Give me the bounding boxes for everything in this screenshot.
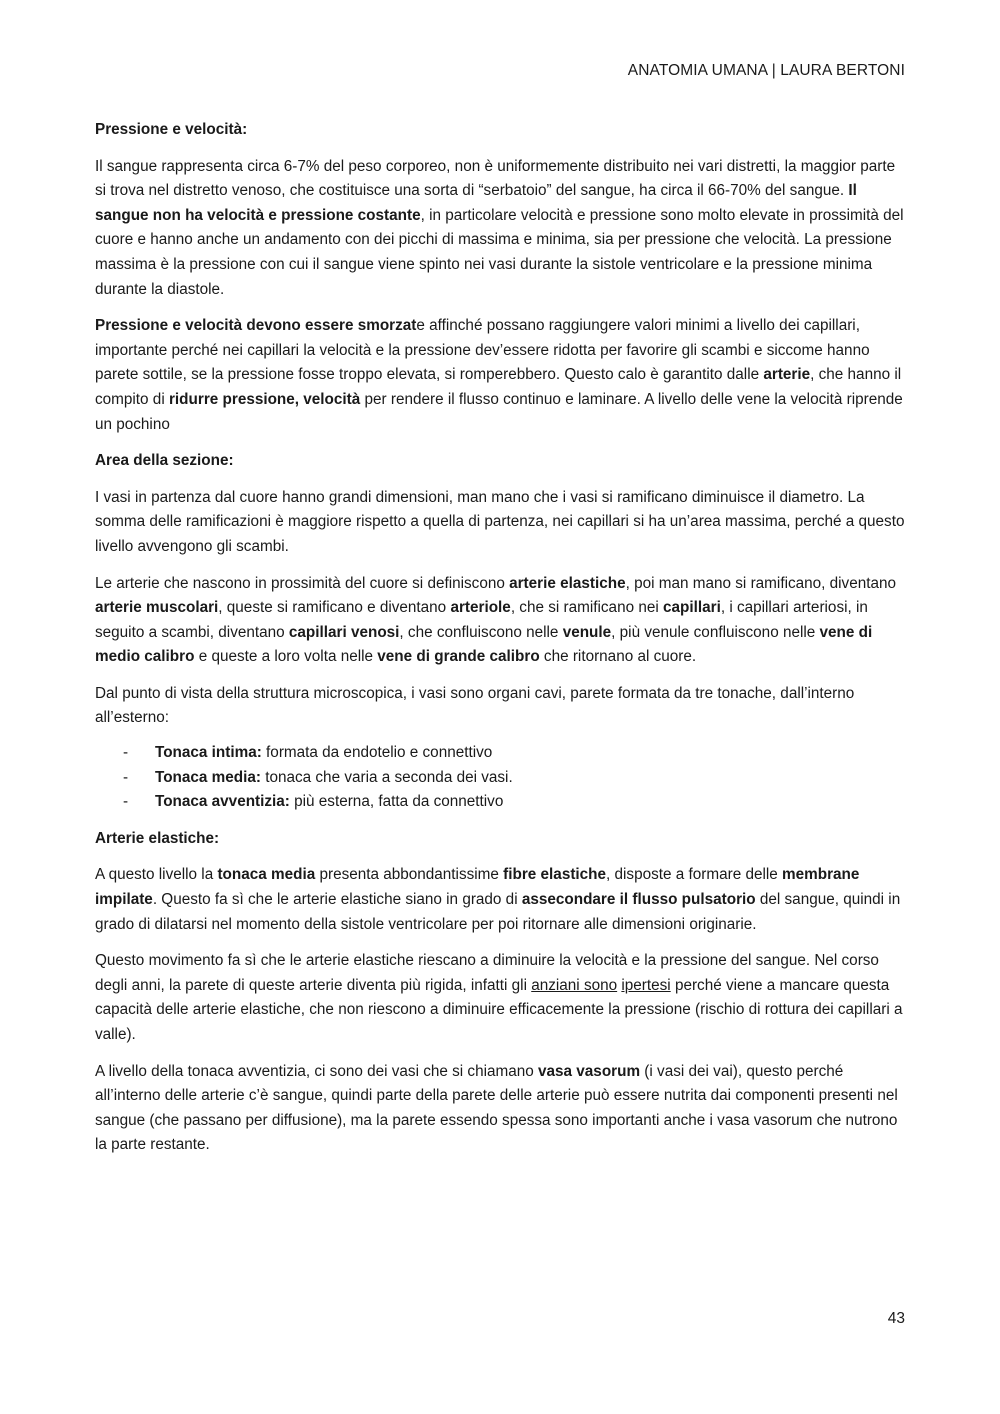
text-run: per rendere il flusso continuo e laminare. A livello delle vene la velocità riprende un pochino bbox=[95, 390, 903, 433]
text-run: , più venule confluiscono nelle bbox=[611, 623, 820, 641]
bold-text: venule bbox=[562, 623, 612, 641]
list-item bbox=[95, 766, 907, 791]
bold-text: fibre elastiche bbox=[503, 866, 607, 884]
text-run: Le arterie che nascono in prossimità del cuore si definiscono bbox=[95, 574, 510, 592]
bold-text: Il sangue non ha velocità e pressione costante bbox=[95, 182, 857, 224]
paragraph bbox=[95, 949, 907, 1047]
list-dash: - bbox=[123, 744, 129, 762]
text-run: A questo livello la bbox=[95, 866, 218, 884]
section-heading-area: Area della sezione: bbox=[95, 452, 234, 470]
paragraph bbox=[95, 155, 907, 303]
page-header: ANATOMIA UMANA | LAURA BERTONI bbox=[627, 62, 905, 79]
bold-text: capillari venosi bbox=[288, 623, 400, 641]
list-item bbox=[95, 741, 907, 766]
text-run: A livello della tonaca avventizia, ci sono dei vasi che si chiamano bbox=[95, 1062, 539, 1080]
text-run: (i vasi dei vai), questo perché all’interno delle arterie c’è sangue, quindi parte della parete delle arterie può essere nutrita dai componenti presenti nel sangue (che passano per diffusione), ma la parete essendo spessa sono importanti anche i vasa vasorum che nutrono la parte restante. bbox=[95, 1062, 898, 1154]
bold-text: arterie bbox=[763, 366, 811, 384]
bold-text: arterie muscolari bbox=[95, 599, 219, 617]
list-item bbox=[95, 790, 907, 815]
text-run: Questo movimento fa sì che le arterie elastiche riescano a diminuire la velocità e la pressione del sangue. Nel corso degli anni, la parete di queste arterie diventa più rigida, infatti gli bbox=[95, 952, 879, 994]
text-run: perché viene a mancare questa capacità delle arterie elastiche, che non riescono a diminuire efficacemente la pressione (rischio di rottura dei capillari a valle). bbox=[95, 976, 903, 1043]
text-run: , disposte a formare delle bbox=[606, 866, 783, 884]
list-dash: - bbox=[123, 793, 129, 811]
bold-text: vene di grande calibro bbox=[377, 648, 540, 666]
underlined-text: ipertesi bbox=[621, 976, 671, 994]
text-run: , in particolare velocità e pressione sono molto elevate in prossimità del cuore e hanno anche un andamento con dei picchi di massima e minima, sia per pressione che velocità. La pressione massima è la pressione con cui il sangue viene spinto nei vasi durante la sistole ventricolare e la pressione minima durante la diastole. bbox=[95, 206, 904, 298]
tonache-list bbox=[95, 741, 907, 815]
bold-text: arteriole bbox=[450, 599, 511, 617]
list-desc: tonaca che varia a seconda dei vasi. bbox=[260, 768, 513, 786]
text-run: , che hanno il compito di bbox=[95, 366, 902, 408]
bold-text: tonaca media bbox=[217, 866, 316, 884]
bold-text: vene di medio calibro bbox=[95, 623, 873, 666]
text-run: Il sangue rappresenta circa 6-7% del peso corporeo, non è uniformemente distribuito nei vari distretti, la maggior parte si trova nel distretto venoso, che costituisce una sorta di “serbatoio” del sangue, ha circa il 66-70% del sangue. bbox=[95, 157, 896, 200]
text-run: , che si ramificano nei bbox=[510, 599, 663, 617]
section-heading-pressione: Pressione e velocità: bbox=[95, 121, 248, 138]
text-run: del sangue, quindi in grado di dilatarsi nel momento della sistole ventricolare per poi ritornare alle dimensioni originarie. bbox=[95, 891, 901, 933]
bold-text: arterie elastiche bbox=[509, 574, 626, 592]
paragraph: I vasi in partenza dal cuore hanno grandi dimensioni, man mano che i vasi si ramificano diminuisce il diametro. La somma delle ramificazioni è maggiore rispetto a quella di partenza, nei capillari si ha un’area massima, perché a questo livello avvengono gli scambi. bbox=[95, 488, 905, 555]
paragraph bbox=[95, 314, 907, 437]
paragraph bbox=[95, 1060, 907, 1158]
text-run: , poi man mano si ramificano, diventano bbox=[625, 574, 896, 592]
list-term: Tonaca media: bbox=[155, 768, 261, 786]
text-run: e queste a loro volta nelle bbox=[194, 648, 378, 666]
text-run: e affinché possano raggiungere valori minimi a livello dei capillari, importante perché nei capillari la velocità e la pressione dev’essere ridotta per favorire gli scambi e siccome hanno parete sottile, se la pressione fosse troppo elevata, si romperebbero. Questo calo è garantito dalle bbox=[95, 317, 870, 384]
list-desc: più esterna, fatta da connettivo bbox=[289, 793, 504, 811]
list-dash: - bbox=[123, 768, 129, 786]
page-body bbox=[95, 118, 907, 1170]
bold-text: Pressione e velocità devono essere smorzat bbox=[95, 317, 417, 335]
bold-text: capillari bbox=[663, 599, 721, 617]
underlined-text: anziani sono bbox=[531, 976, 618, 994]
page-number: 43 bbox=[887, 1310, 905, 1327]
list-term: Tonaca intima: bbox=[155, 744, 262, 762]
bold-text: assecondare il flusso pulsatorio bbox=[521, 891, 756, 909]
section-heading-arterie-elastiche: Arterie elastiche: bbox=[95, 829, 220, 847]
text-run: . Questo fa sì che le arterie elastiche siano in grado di bbox=[152, 891, 522, 909]
paragraph bbox=[95, 572, 907, 670]
bold-text: ridurre pressione, velocità bbox=[168, 390, 361, 408]
paragraph bbox=[95, 863, 907, 937]
text-run: presenta abbondantissime bbox=[315, 866, 504, 884]
list-desc: formata da endotelio e connettivo bbox=[261, 744, 493, 762]
text-run: , queste si ramificano e diventano bbox=[218, 599, 451, 617]
bold-text: vasa vasorum bbox=[538, 1062, 641, 1080]
text-run: , che confluiscono nelle bbox=[399, 623, 563, 641]
text-run: che ritornano al cuore. bbox=[539, 648, 697, 666]
text-run: , i capillari arteriosi, in seguito a scambi, diventano bbox=[95, 599, 868, 641]
bold-text: membrane impilate bbox=[95, 866, 860, 909]
paragraph: Dal punto di vista della struttura microscopica, i vasi sono organi cavi, parete formata da tre tonache, dall’interno all’esterno: bbox=[95, 684, 855, 727]
list-term: Tonaca avventizia: bbox=[155, 793, 290, 811]
